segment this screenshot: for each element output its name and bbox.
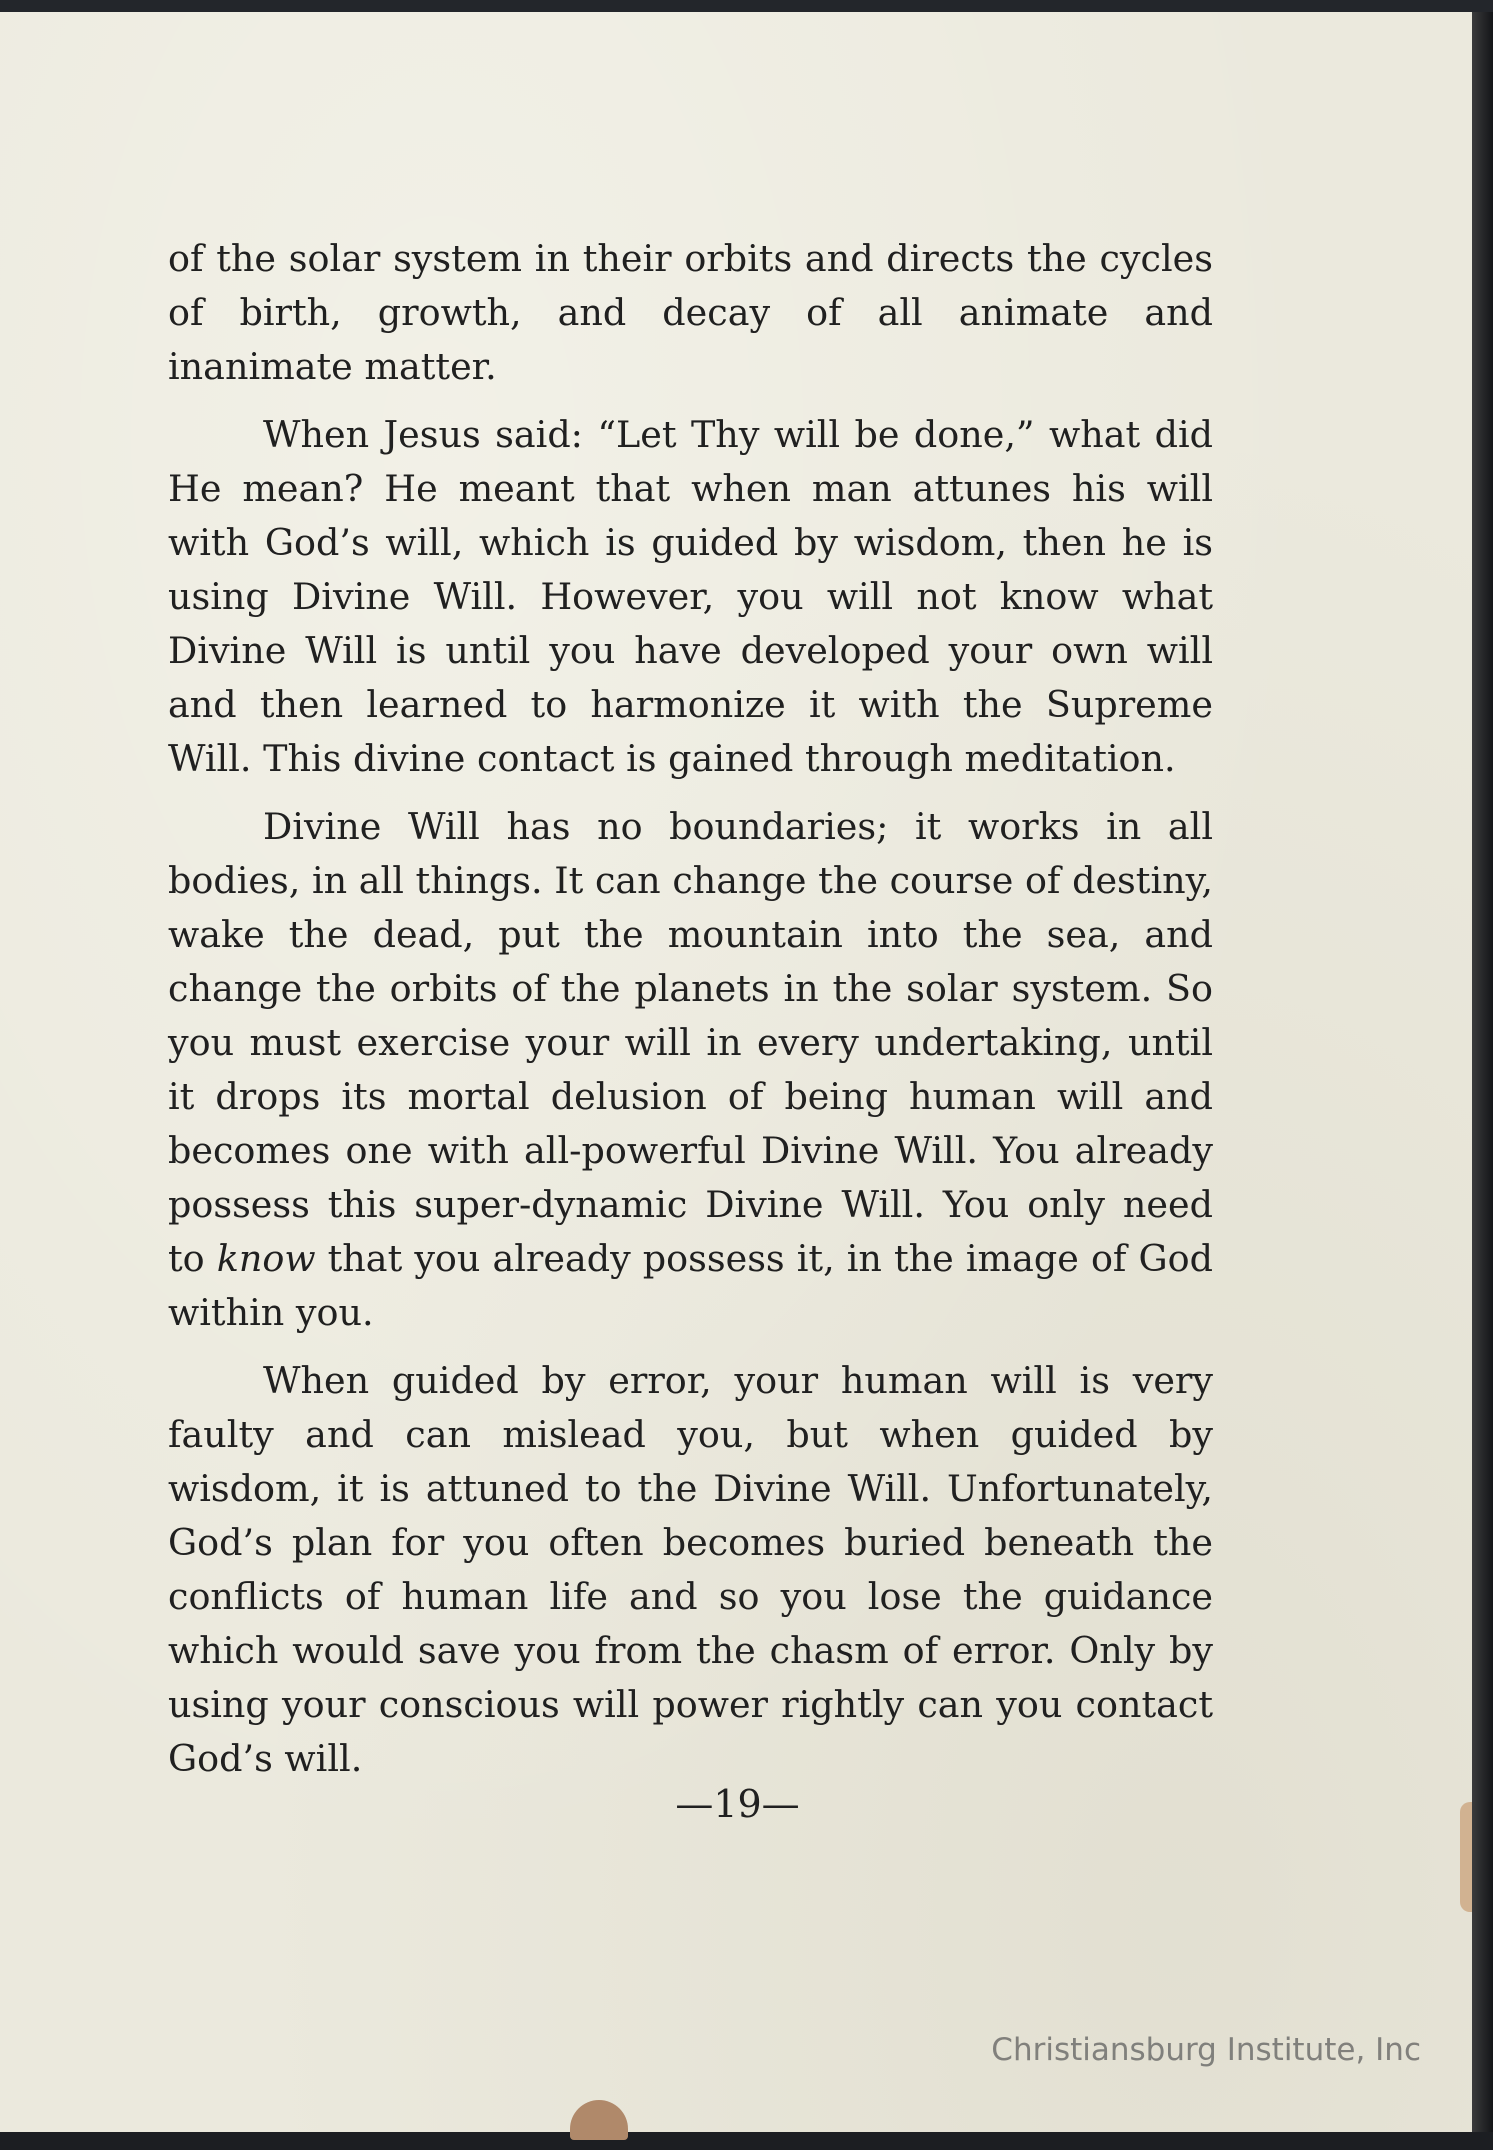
paragraph-jesus-quote: When Jesus said: “Let Thy will be done,” what did He mean? He meant that when man attunes his will with God’s will, which is guided by wisdom, then he is using Divine Will. However, you will not know what Divine Will is until you have developed your own will and then learned to harmonize it with the Supreme Will. This divine contact is gained through meditation. — [168, 413, 1213, 780]
paragraph-human-will: When guided by error, your human will is very faulty and can mislead you, but when guided by wisdom, it is attuned to the Divine Will. Unfortunately, God’s plan for you often becomes buried beneath the conflicts of human life and so you lose the guidance which would save you from the chasm of error. Only by using your conscious will power rightly can you contact God’s will. — [168, 1359, 1213, 1780]
emphasized-word: know — [216, 1237, 316, 1280]
paragraph-divine-will — [168, 800, 1213, 1340]
paragraph-divine-will-end: that you already possess it, in the image of God within you. — [168, 1237, 1213, 1334]
paragraph-continuation: of the solar system in their orbits and directs the cycles of birth, growth, and decay of all animate and inanimate matter. — [168, 237, 1213, 388]
page-edge-shadow — [1472, 12, 1493, 2150]
document-page — [0, 12, 1475, 2134]
page-number: —19— — [675, 1782, 800, 1826]
paragraph-divine-will-text: Divine Will has no boundaries; it works in all bodies, in all things. It can change the course of destiny, wake the dead, put the mountain into the sea, and change the orbits of the planets in the solar system. So you must exercise your will in every undertaking, until it drops its mortal delusion of being human will and becomes one with all-powerful Divine Will. You already possess this super-dynamic Divine Will. You only need to — [168, 805, 1213, 1280]
scan-background-bottom — [0, 2132, 1493, 2150]
body-text — [168, 232, 1213, 1800]
watermark-text: Christiansburg Institute, Inc — [991, 2032, 1421, 2068]
